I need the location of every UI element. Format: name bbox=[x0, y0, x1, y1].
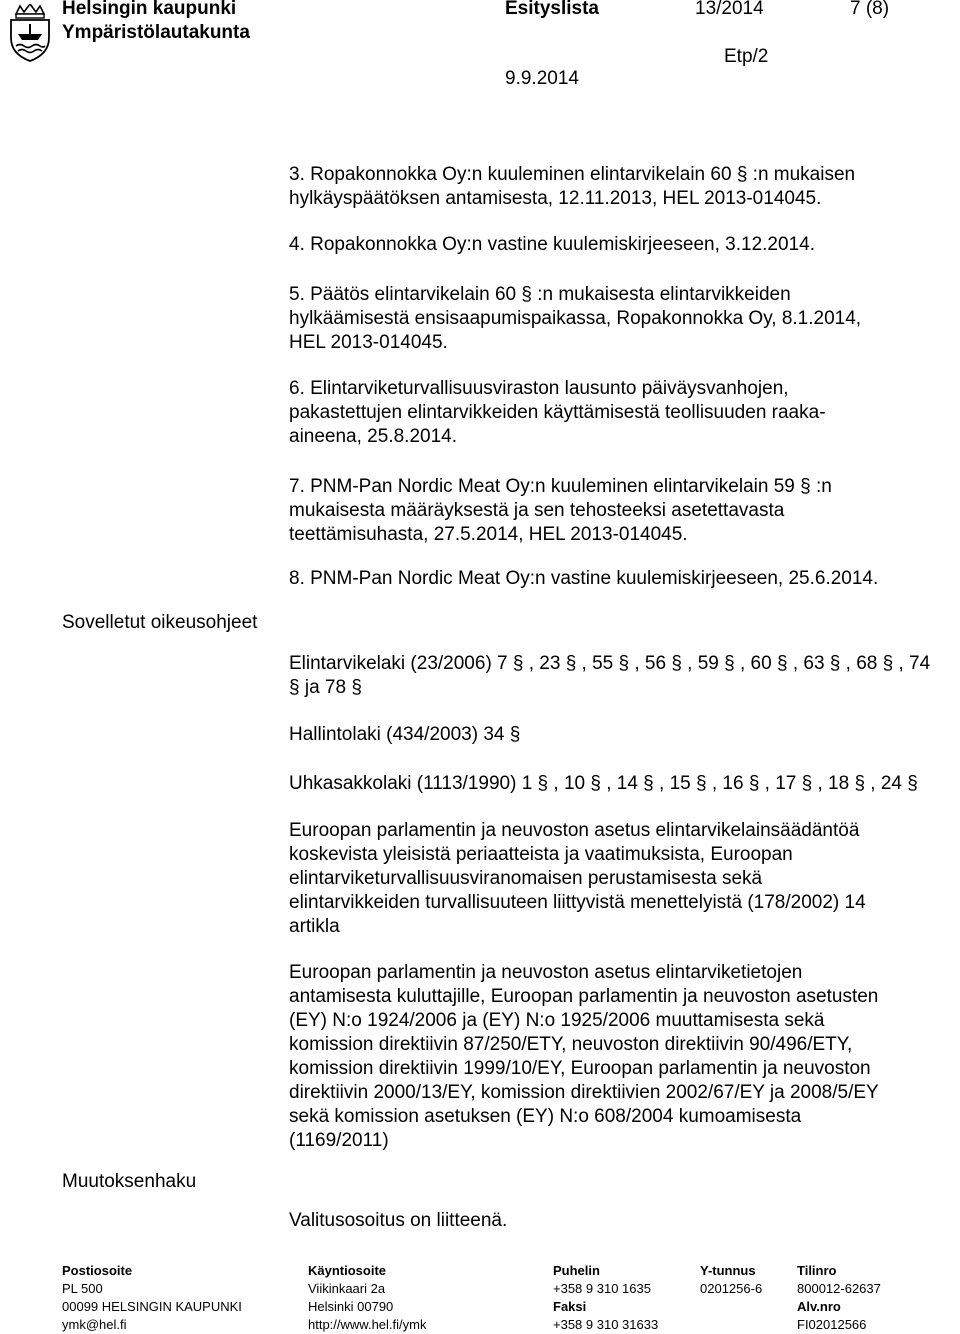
attachment-line: hylkäyspäätöksen antamisesta, 12.11.2013, HEL 2013-014045. bbox=[289, 188, 822, 209]
law-line: (EY) N:o 1924/2006 ja (EY) N:o 1925/2006 muuttamisesta sekä bbox=[289, 1010, 825, 1031]
law-item bbox=[289, 819, 949, 939]
attachment-line: 3. Ropakonnokka Oy:n kuuleminen elintarvikelain 60 § :n mukaisen bbox=[289, 164, 856, 185]
footer-postal bbox=[62, 1262, 242, 1334]
item-code: Etp/2 bbox=[724, 46, 769, 67]
committee-name: Ympäristölautakunta bbox=[62, 22, 250, 43]
footer-line: FI02012566 bbox=[797, 1317, 867, 1332]
law-item bbox=[289, 723, 949, 747]
page-number: 7 (8) bbox=[850, 0, 890, 19]
law-line: sekä komission asetuksen (EY) N:o 608/2004 kumoamisesta bbox=[289, 1106, 802, 1127]
footer-heading: Alv.nro bbox=[797, 1299, 841, 1314]
org-name: Helsingin kaupunki bbox=[62, 0, 237, 19]
laws-section-label: Sovelletut oikeusohjeet bbox=[62, 612, 258, 633]
law-line: (1169/2011) bbox=[289, 1130, 389, 1151]
footer-url[interactable]: http://www.hel.fi/ymk bbox=[308, 1317, 427, 1332]
attachment-line: pakastettujen elintarvikkeiden käyttämisestä teollisuuden raaka- bbox=[289, 402, 826, 423]
law-line: § ja 78 § bbox=[289, 677, 362, 698]
footer-account bbox=[797, 1262, 881, 1334]
law-line: komission direktiivin 87/250/ETY, neuvoston direktiivin 90/496/ETY, bbox=[289, 1034, 853, 1055]
helsinki-crest-icon bbox=[8, 4, 52, 62]
footer-heading: Faksi bbox=[553, 1299, 587, 1314]
footer-heading: Y-tunnus bbox=[700, 1263, 756, 1278]
footer-line: Viikinkaari 2a bbox=[308, 1281, 386, 1296]
law-line: Uhkasakkolaki (1113/1990) 1 § , 10 § , 14 § , 15 § , 16 § , 17 § , 18 § , 24 § bbox=[289, 773, 918, 794]
footer-line: 800012-62637 bbox=[797, 1281, 881, 1296]
footer-visit bbox=[308, 1262, 426, 1334]
footer-phone bbox=[553, 1262, 658, 1334]
law-line: elintarviketurvallisuusviranomaisen perustamisesta sekä bbox=[289, 868, 763, 889]
attachment-line: HEL 2013-014045. bbox=[289, 332, 448, 353]
attachment-line: 5. Päätös elintarvikelain 60 § :n mukaisesta elintarvikkeiden bbox=[289, 284, 791, 305]
footer-line: +358 9 310 1635 bbox=[553, 1281, 651, 1296]
attachment-line: 4. Ropakonnokka Oy:n vastine kuulemiskirjeeseen, 3.12.2014. bbox=[289, 234, 815, 255]
footer-line: PL 500 bbox=[62, 1281, 103, 1296]
meeting-date: 9.9.2014 bbox=[505, 68, 579, 89]
law-line: Hallintolaki (434/2003) 34 § bbox=[289, 724, 521, 745]
law-line: elintarvikkeiden turvallisuuteen liittyvistä menettelyistä (178/2002) 14 bbox=[289, 892, 866, 913]
attachment-line: aineena, 25.8.2014. bbox=[289, 426, 457, 447]
attachment-line: teettämisuhasta, 27.5.2014, HEL 2013-014045. bbox=[289, 524, 688, 545]
attachment-line: hylkäämisestä ensisaapumispaikassa, Ropakonnokka Oy, 8.1.2014, bbox=[289, 308, 862, 329]
footer-line: Helsinki 00790 bbox=[308, 1299, 394, 1314]
attachment-line: 6. Elintarviketurvallisuusviraston lausunto päiväysvanhojen, bbox=[289, 378, 789, 399]
attachment-line: mukaisesta määräyksestä ja sen tehosteeksi asetettavasta bbox=[289, 500, 785, 521]
footer-heading: Käyntiosoite bbox=[308, 1263, 387, 1278]
law-line: Elintarvikelaki (23/2006) 7 § , 23 § , 55 § , 56 § , 59 § , 60 § , 63 § , 68 § , 74 bbox=[289, 653, 931, 674]
attachment-item bbox=[289, 163, 949, 211]
footer-heading: Postiosoite bbox=[62, 1263, 133, 1278]
footer-line: 0201256-6 bbox=[700, 1281, 763, 1296]
attachment-line: 8. PNM-Pan Nordic Meat Oy:n vastine kuulemiskirjeeseen, 25.6.2014. bbox=[289, 568, 879, 589]
law-line: artikla bbox=[289, 916, 340, 937]
footer-line: +358 9 310 31633 bbox=[553, 1317, 659, 1332]
law-item bbox=[289, 961, 949, 1153]
law-line: komission direktiivin 1999/10/EY, Euroopan parlamentin ja neuvoston bbox=[289, 1058, 871, 1079]
law-line: koskevista yleisistä periaatteista ja vaatimuksista, Euroopan bbox=[289, 844, 793, 865]
attachment-item bbox=[289, 233, 949, 257]
attachment-item bbox=[289, 475, 949, 547]
law-line: antamisesta kuluttajille, Euroopan parlamentin ja neuvoston asetusten bbox=[289, 986, 879, 1007]
footer-business-id bbox=[700, 1262, 762, 1298]
meeting-number: 13/2014 bbox=[695, 0, 764, 19]
law-line: direktiivin 2000/13/EY, komission direktiivien 2002/67/EY ja 2008/5/EY bbox=[289, 1082, 879, 1103]
footer-line: 00099 HELSINGIN KAUPUNKI bbox=[62, 1299, 242, 1314]
footer-heading: Puhelin bbox=[553, 1263, 600, 1278]
appeal-text: Valitusosoitus on liitteenä. bbox=[289, 1210, 508, 1231]
doc-type: Esityslista bbox=[505, 0, 599, 19]
attachment-item bbox=[289, 567, 949, 591]
footer-heading: Tilinro bbox=[797, 1263, 837, 1278]
attachment-line: 7. PNM-Pan Nordic Meat Oy:n kuuleminen elintarvikelain 59 § :n bbox=[289, 476, 832, 497]
law-line: Euroopan parlamentin ja neuvoston asetus elintarvikelainsäädäntöä bbox=[289, 820, 860, 841]
footer-email[interactable]: ymk@hel.fi bbox=[62, 1317, 127, 1332]
law-item bbox=[289, 652, 949, 700]
law-line: Euroopan parlamentin ja neuvoston asetus elintarviketietojen bbox=[289, 962, 803, 983]
attachment-item bbox=[289, 377, 949, 449]
appeal-section-label: Muutoksenhaku bbox=[62, 1171, 197, 1192]
attachment-item bbox=[289, 283, 949, 355]
law-item bbox=[289, 772, 949, 796]
